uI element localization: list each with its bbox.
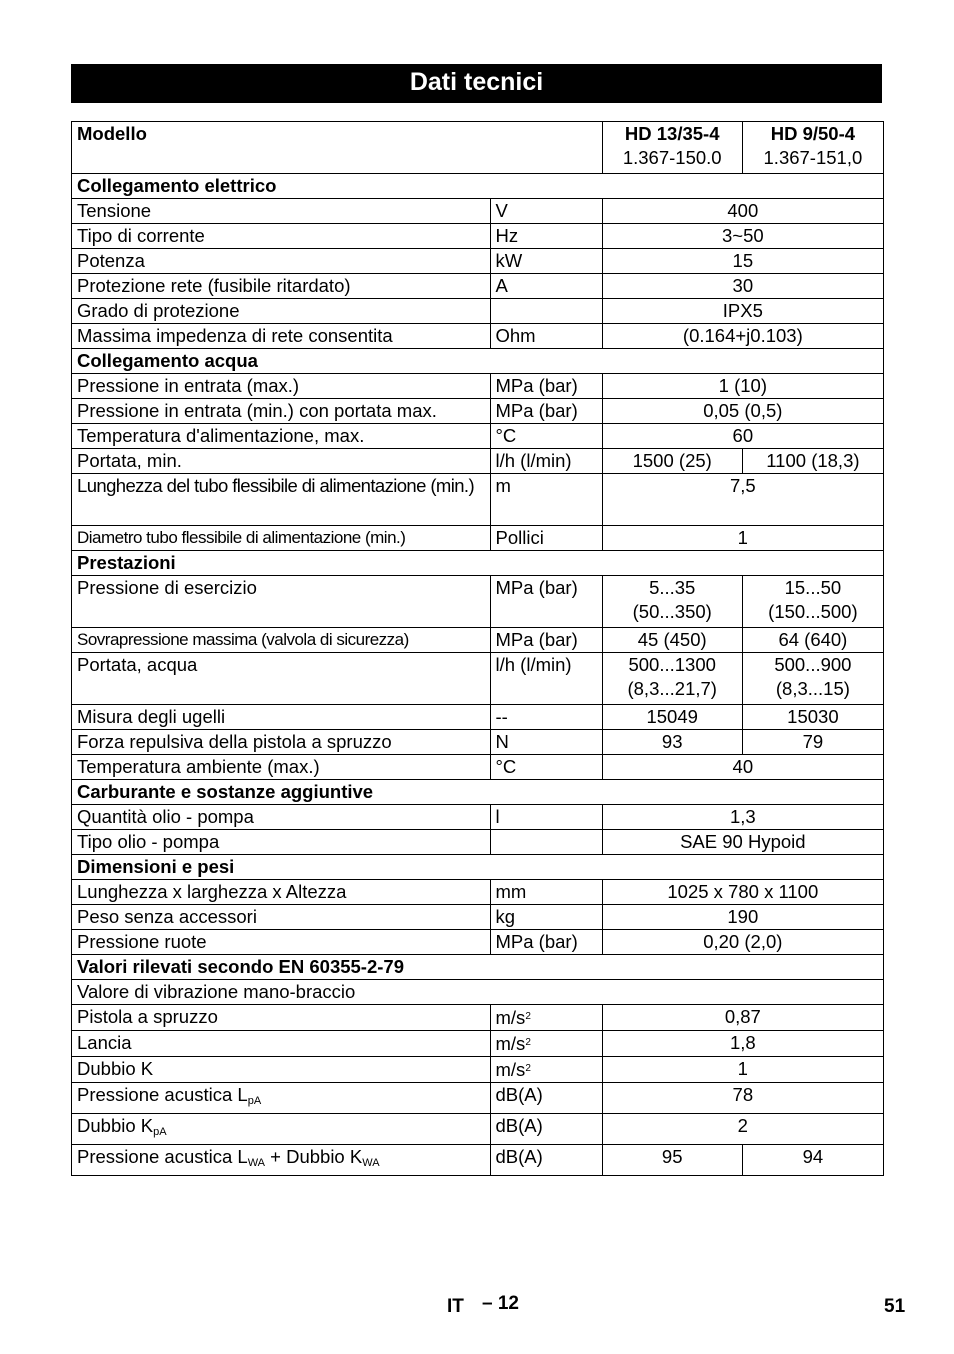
row-label: Temperatura ambiente (max.) (72, 755, 491, 780)
label-text: + Dubbio K (265, 1146, 363, 1167)
table-row (72, 374, 884, 399)
table-row (72, 730, 884, 755)
row-label: Forza repulsiva della pistola a spruzzo (72, 730, 491, 755)
row-value: 1025 x 780 x 1100 (602, 880, 883, 905)
row-unit: °C (490, 755, 602, 780)
model-2-code: 1.367-151,0 (763, 147, 863, 168)
row-unit (490, 1005, 602, 1031)
row-label: Lunghezza del tubo flessibile di alimentazione (min.) (72, 474, 491, 526)
row-label: Diametro tubo flessibile di alimentazione (min.) (72, 526, 491, 551)
value-line: 15...50 (784, 577, 842, 598)
row-value: 190 (602, 905, 883, 930)
row-label: Protezione rete (fusibile ritardato) (72, 274, 491, 299)
table-row (72, 224, 884, 249)
row-unit: °C (490, 424, 602, 449)
row-label (72, 1114, 491, 1145)
table-row (72, 274, 884, 299)
specs-table (71, 121, 884, 1176)
row-unit: MPa (bar) (490, 576, 602, 628)
section-row (72, 551, 884, 576)
table-row (72, 1145, 884, 1176)
row-value-model-1: 93 (602, 730, 742, 755)
row-label: Pressione di esercizio (72, 576, 491, 628)
unit-text: m/s (495, 1059, 526, 1080)
row-unit (490, 1031, 602, 1057)
section-heading: Valori rilevati secondo EN 60355-2-79 (72, 955, 884, 980)
section-row (72, 855, 884, 880)
table-row (72, 628, 884, 653)
label-text: Pressione acustica L (77, 1146, 248, 1167)
row-value-model-1: 15049 (602, 705, 742, 730)
row-unit: MPa (bar) (490, 930, 602, 955)
value-line: (8,3...21,7) (627, 678, 717, 699)
table-row (72, 449, 884, 474)
table-row (72, 705, 884, 730)
row-label: Pistola a spruzzo (72, 1005, 491, 1031)
row-label: Dubbio K (72, 1057, 491, 1083)
row-label: Grado di protezione (72, 299, 491, 324)
row-unit: l/h (l/min) (490, 653, 602, 705)
value-line: (8,3...15) (775, 678, 850, 699)
row-value: IPX5 (602, 299, 883, 324)
row-value: 1 (10) (602, 374, 883, 399)
row-label: Massima impedenza di rete consentita (72, 324, 491, 349)
row-label: Sovrapressione massima (valvola di sicurezza) (72, 628, 491, 653)
row-label: Lancia (72, 1031, 491, 1057)
section-heading: Collegamento elettrico (72, 174, 884, 199)
row-value-model-2: 94 (742, 1145, 883, 1176)
section-heading: Collegamento acqua (72, 349, 884, 374)
row-unit (490, 830, 602, 855)
row-unit (490, 299, 602, 324)
row-unit: MPa (bar) (490, 374, 602, 399)
row-value: 15 (602, 249, 883, 274)
table-row (72, 299, 884, 324)
row-value: 60 (602, 424, 883, 449)
row-value-model-2: 15030 (742, 705, 883, 730)
row-label: Misura degli ugelli (72, 705, 491, 730)
row-value: 1,8 (602, 1031, 883, 1057)
table-row (72, 474, 884, 526)
footer-page-number: 51 (884, 1296, 906, 1317)
row-value: 78 (602, 1083, 883, 1114)
footer-language: IT (447, 1296, 464, 1317)
unit-superscript: 2 (525, 1063, 531, 1074)
model-1-name: HD 13/35-4 (624, 123, 720, 144)
table-row (72, 199, 884, 224)
row-value: SAE 90 Hypoid (602, 830, 883, 855)
table-row (72, 805, 884, 830)
row-unit: l/h (l/min) (490, 449, 602, 474)
row-value-model-1 (602, 653, 742, 705)
row-unit: mm (490, 880, 602, 905)
section-heading: Dimensioni e pesi (72, 855, 884, 880)
row-label: Valore di vibrazione mano-braccio (72, 980, 884, 1005)
row-value: 0,87 (602, 1005, 883, 1031)
model-2-header (742, 122, 883, 174)
row-label: Portata, min. (72, 449, 491, 474)
table-row (72, 830, 884, 855)
value-line: 5...35 (649, 577, 696, 598)
unit-text: m/s (495, 1033, 526, 1054)
value-line: (50...350) (632, 601, 712, 622)
row-value-model-1 (602, 576, 742, 628)
row-label: Quantità olio - pompa (72, 805, 491, 830)
label-subscript: WA (362, 1157, 380, 1169)
table-row (72, 324, 884, 349)
row-value: 7,5 (602, 474, 883, 526)
model-label: Modello (72, 122, 603, 174)
row-label: Tipo di corrente (72, 224, 491, 249)
row-value: 2 (602, 1114, 883, 1145)
row-label (72, 1145, 491, 1176)
row-unit: dB(A) (490, 1083, 602, 1114)
section-heading: Carburante e sostanze aggiuntive (72, 780, 884, 805)
table-row (72, 399, 884, 424)
section-row (72, 174, 884, 199)
table-row (72, 880, 884, 905)
row-label: Peso senza accessori (72, 905, 491, 930)
row-value: 1,3 (602, 805, 883, 830)
value-line: (150...500) (768, 601, 858, 622)
row-label: Pressione ruote (72, 930, 491, 955)
row-unit: MPa (bar) (490, 399, 602, 424)
table-row (72, 1083, 884, 1114)
label-subscript: WA (247, 1157, 266, 1169)
row-value: 0,05 (0,5) (602, 399, 883, 424)
row-unit: l (490, 805, 602, 830)
row-unit: V (490, 199, 602, 224)
section-heading: Prestazioni (72, 551, 884, 576)
table-row (72, 249, 884, 274)
label-subscript: pA (153, 1126, 167, 1138)
row-value: 3~50 (602, 224, 883, 249)
row-unit: m (490, 474, 602, 526)
row-label: Temperatura d'alimentazione, max. (72, 424, 491, 449)
row-value: 0,20 (2,0) (602, 930, 883, 955)
row-value-model-1: 45 (450) (602, 628, 742, 653)
row-unit (490, 1057, 602, 1083)
row-value-model-2 (742, 576, 883, 628)
row-unit: dB(A) (490, 1145, 602, 1176)
row-value: 400 (602, 199, 883, 224)
row-unit: A (490, 274, 602, 299)
table-row (72, 1057, 884, 1083)
row-label: Tensione (72, 199, 491, 224)
row-unit: -- (490, 705, 602, 730)
row-unit: N (490, 730, 602, 755)
row-unit: Ohm (490, 324, 602, 349)
section-row (72, 349, 884, 374)
row-value-model-1: 1500 (25) (602, 449, 742, 474)
row-label: Potenza (72, 249, 491, 274)
value-line: 500...900 (774, 654, 852, 675)
model-1-code: 1.367-150.0 (622, 147, 722, 168)
row-value-model-2: 79 (742, 730, 883, 755)
table-row (72, 576, 884, 628)
unit-superscript: 2 (525, 1037, 531, 1048)
table-row (72, 526, 884, 551)
table-row (72, 905, 884, 930)
table-row (72, 122, 884, 174)
row-label: Pressione in entrata (max.) (72, 374, 491, 399)
unit-text: m/s (495, 1007, 526, 1028)
table-row (72, 1114, 884, 1145)
row-label (72, 1083, 491, 1114)
label-text: Dubbio K (77, 1115, 154, 1136)
row-value: 1 (602, 1057, 883, 1083)
row-value: 30 (602, 274, 883, 299)
table-row (72, 424, 884, 449)
row-value-model-2: 1100 (18,3) (742, 449, 883, 474)
row-value-model-1: 95 (602, 1145, 742, 1176)
unit-superscript: 2 (525, 1011, 531, 1022)
row-label: Pressione in entrata (min.) con portata max. (72, 399, 491, 424)
label-text: Pressione acustica L (77, 1084, 248, 1105)
row-unit: dB(A) (490, 1114, 602, 1145)
table-row (72, 930, 884, 955)
page-title: Dati tecnici (71, 64, 882, 103)
row-label: Portata, acqua (72, 653, 491, 705)
footer-local-page: – 12 (482, 1293, 519, 1314)
section-row (72, 955, 884, 980)
label-subscript: pA (247, 1095, 262, 1107)
model-2-name: HD 9/50-4 (770, 123, 856, 144)
value-line: 500...1300 (628, 654, 716, 675)
row-label: Lunghezza x larghezza x Altezza (72, 880, 491, 905)
table-row (72, 1005, 884, 1031)
row-label: Tipo olio - pompa (72, 830, 491, 855)
section-row (72, 780, 884, 805)
row-value-model-2: 64 (640) (742, 628, 883, 653)
table-row (72, 1031, 884, 1057)
row-unit: kg (490, 905, 602, 930)
table-row (72, 980, 884, 1005)
row-value: 1 (602, 526, 883, 551)
model-1-header (602, 122, 742, 174)
row-unit: Pollici (490, 526, 602, 551)
row-unit: kW (490, 249, 602, 274)
row-value-model-2 (742, 653, 883, 705)
table-row (72, 653, 884, 705)
row-unit: MPa (bar) (490, 628, 602, 653)
row-value: 40 (602, 755, 883, 780)
row-unit: Hz (490, 224, 602, 249)
table-row (72, 755, 884, 780)
row-value: (0.164+j0.103) (602, 324, 883, 349)
